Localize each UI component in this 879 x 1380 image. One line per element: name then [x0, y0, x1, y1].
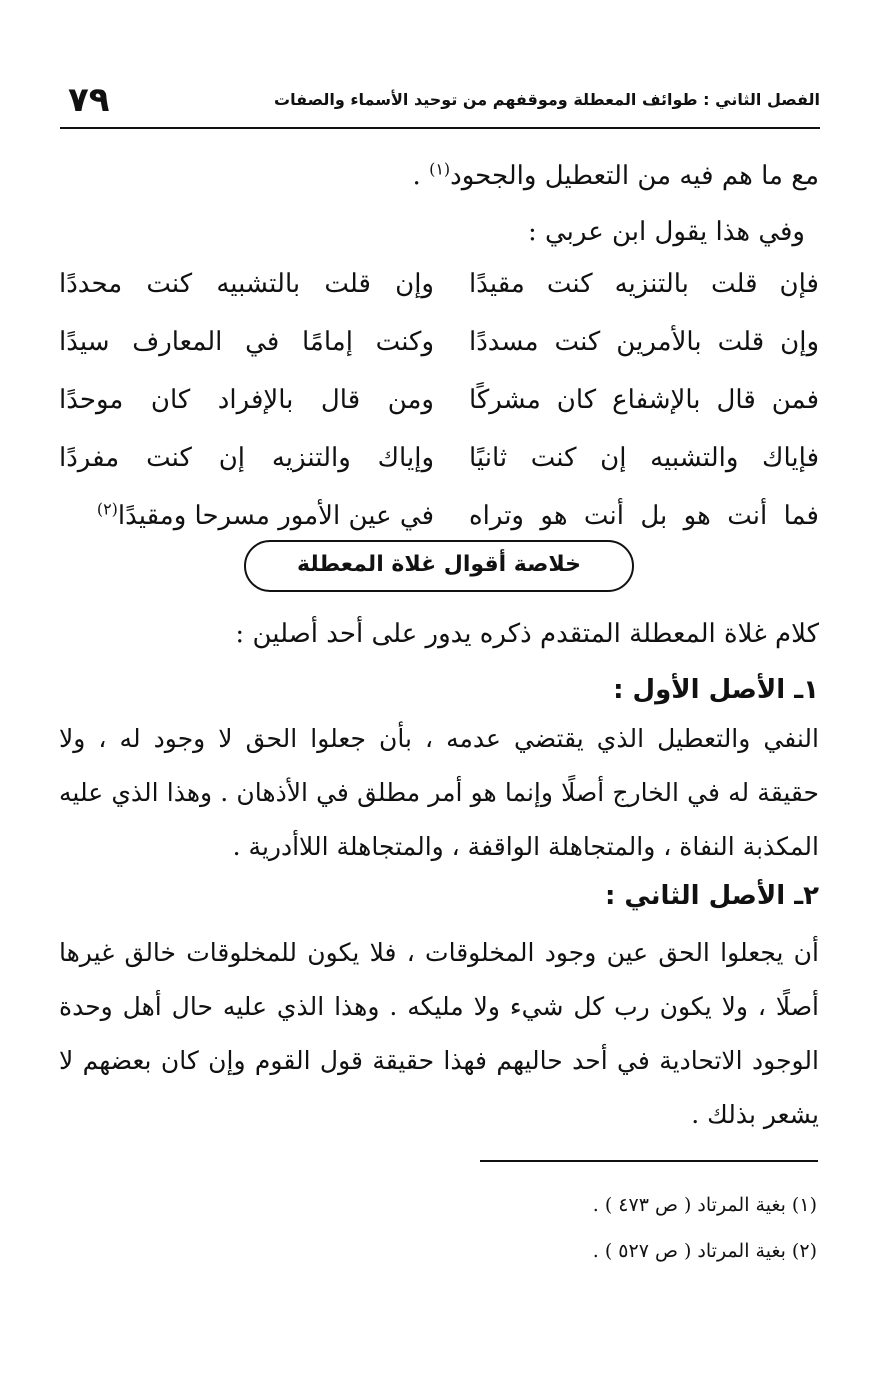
verse-row [59, 434, 819, 482]
verse-hemistich-first: فمن قال بالإشفاع كان مشركًا [469, 385, 819, 415]
footnote-marker-2: (٢) [96, 499, 118, 519]
principle-1-heading: ١ـ الأصل الأول : [613, 675, 819, 705]
verse-hemistich-second: وإن قلت بالتشبيه كنت محددًا [59, 269, 434, 299]
verse-row [59, 376, 819, 424]
verse-hemistich-first: فإياك والتشبيه إن كنت ثانيًا [469, 443, 819, 473]
principle-2-line: أصلًا ، ولا يكون رب كل شيء ولا مليكه . وهذا الذي عليه حال أهل وحدة [59, 992, 819, 1021]
principle-1-line: النفي والتعطيل الذي يقتضي عدمه ، بأن جعلوا الحق لا وجود له ، ولا [59, 724, 819, 753]
verse-row [59, 492, 819, 540]
verse-hemistich-first: فإن قلت بالتنزيه كنت مقيدًا [469, 269, 819, 299]
principle-2-line: أن يجعلوا الحق عين وجود المخلوقات ، فلا يكون للمخلوقات خالق غيرها [59, 938, 819, 967]
running-title: الفصل الثاني : طوائف المعطلة وموقفهم من توحيد الأسماء والصفات [273, 90, 820, 109]
intro-line-1-text: مع ما هم فيه من التعطيل والجحود [450, 161, 819, 191]
principle-2-heading: ٢ـ الأصل الثاني : [604, 881, 819, 911]
verse-hemistich-second: وإياك والتنزيه إن كنت مفردًا [59, 443, 434, 473]
intro-line-2 [59, 212, 819, 252]
section-title-box [244, 540, 634, 592]
intro-line-1-end: . [412, 161, 430, 191]
footnote-marker-1: (١) [429, 159, 451, 179]
verse-last-text: في عين الأمور مسرحا ومقيدًا [117, 501, 434, 531]
verse-hemistich-second: ومن قال بالإفراد كان موحدًا [59, 385, 434, 415]
principle-2-line: الوجود الاتحادية في أحد حاليهم فهذا حقيقة قول القوم وإن كان بعضهم لا [59, 1046, 819, 1075]
verse-row [59, 318, 819, 366]
intro-line-1 [59, 156, 819, 196]
header-rule [60, 127, 820, 129]
page-number: ٧٩ [68, 80, 110, 120]
verse-hemistich-first: وإن قلت بالأمرين كنت مسددًا [469, 327, 819, 357]
footnote-2: (٢) بغية المرتاد ( ص ٥٢٧ ) . [592, 1240, 817, 1262]
footnote-rule [480, 1160, 818, 1162]
intro-line-2-text: وفي هذا يقول ابن عربي : [527, 217, 805, 247]
summary-intro-text: كلام غلاة المعطلة المتقدم ذكره يدور على أحد أصلين : [235, 619, 819, 649]
page-header [60, 78, 820, 126]
principle-1-line: حقيقة له في الخارج أصلًا وإنما هو أمر مطلق في الأذهان . وهذا الذي عليه [59, 778, 819, 807]
principle-1-line: المكذبة النفاة ، والمتجاهلة الواقفة ، والمتجاهلة اللاأدرية . [232, 832, 819, 861]
footnote-1: (١) بغية المرتاد ( ص ٤٧٣ ) . [592, 1194, 817, 1216]
verse-hemistich-second: وكنت إمامًا في المعارف سيدًا [59, 327, 434, 357]
section-title: خلاصة أقوال غلاة المعطلة [297, 552, 581, 577]
summary-intro [59, 614, 819, 654]
verse-hemistich-second [59, 492, 434, 540]
verse-hemistich-first: فما أنت هو بل أنت هو وتراه [469, 501, 819, 531]
verse-row [59, 260, 819, 308]
principle-2-line: يشعر بذلك . [691, 1100, 819, 1129]
